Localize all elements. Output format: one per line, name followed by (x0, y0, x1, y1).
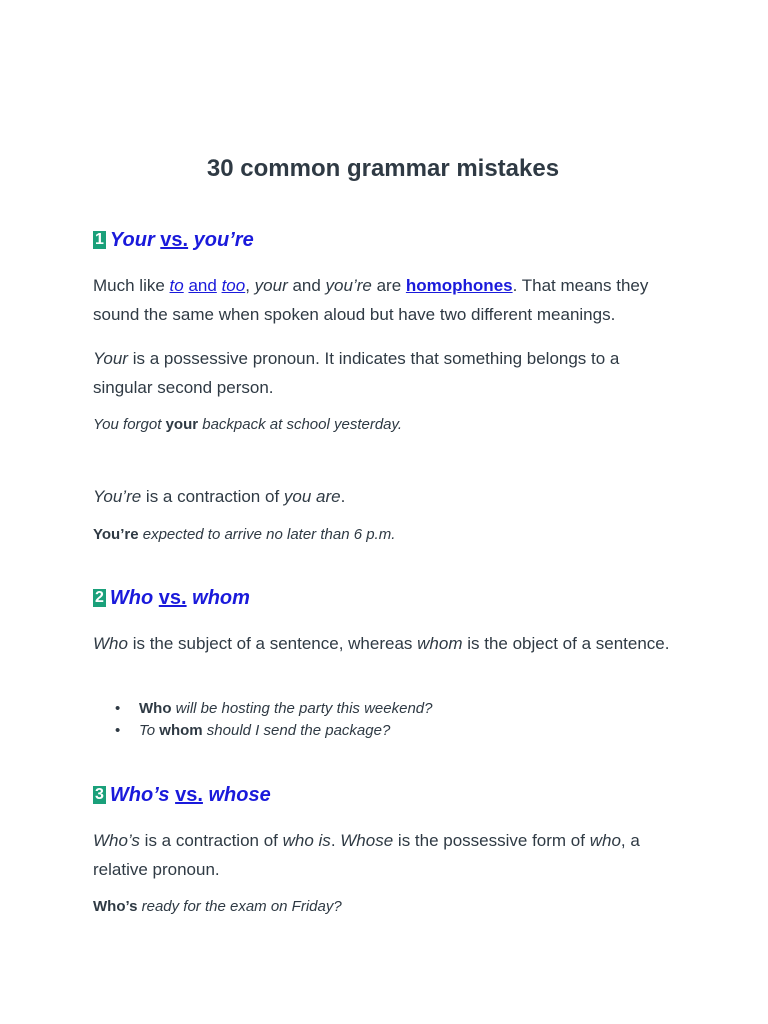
text-run: are (371, 276, 406, 295)
text-run: , (245, 276, 255, 295)
text-run: Much like (93, 276, 170, 295)
italic-term: Your (93, 349, 128, 368)
heading-term-b: whose (208, 784, 271, 806)
italic-term: your (254, 276, 288, 295)
italic-term: whom (417, 634, 463, 653)
bold-term: You’re (93, 526, 139, 543)
italic-term: you are (283, 487, 341, 506)
text-run: To (139, 722, 160, 739)
section-1-paragraph-1 (93, 271, 673, 329)
section-number-badge: 1 (95, 231, 104, 248)
text-run: should I send the package? (202, 722, 391, 739)
text-run: expected to arrive no later than 6 p.m. (138, 526, 396, 543)
text-run: is the subject of a sentence, whereas (127, 634, 418, 653)
italic-term: who is (282, 831, 331, 850)
heading-term-b: you’re (193, 229, 254, 251)
section-number-badge: 3 (95, 786, 104, 803)
text-run: is a contraction of (139, 831, 283, 850)
text-run: You forgot (93, 416, 166, 433)
bold-term: whom (159, 722, 203, 739)
bold-term: Who (139, 700, 172, 717)
link-and[interactable]: and (188, 276, 217, 295)
heading-term-b: whom (192, 587, 250, 609)
italic-term: You’re (93, 487, 142, 506)
text-run: ready for the exam on Friday? (137, 898, 342, 915)
text-run: is a contraction of (141, 487, 284, 506)
section-2-paragraph-1 (93, 629, 673, 658)
link-to[interactable]: to (169, 276, 184, 295)
text-run: backpack at school yesterday. (198, 416, 403, 433)
section-3-paragraph-1 (93, 826, 673, 884)
italic-term: Who’s (93, 831, 140, 850)
link-homophones[interactable]: homophones (405, 276, 513, 295)
text-run: is the possessive form of (393, 831, 590, 850)
section-1-example-1 (93, 416, 673, 433)
italic-term: Whose (340, 831, 394, 850)
section-3-example-1 (93, 898, 673, 915)
section-1-paragraph-3 (93, 482, 673, 511)
vs-link[interactable]: vs. (158, 587, 187, 609)
section-1-paragraph-2 (93, 344, 673, 402)
text-run: and (287, 276, 326, 295)
heading-term-a: Your (109, 229, 155, 251)
vs-link[interactable]: vs. (160, 229, 189, 251)
text-run: . (330, 831, 341, 850)
text-run: will be hosting the party this weekend? (171, 700, 433, 717)
section-number-badge: 2 (95, 589, 104, 606)
heading-term-a: Who’s (109, 784, 170, 806)
italic-term: who (589, 831, 621, 850)
page-title: 30 common grammar mistakes (206, 155, 560, 182)
section-3-heading (93, 784, 271, 807)
text-run: . (340, 487, 346, 506)
link-too[interactable]: too (221, 276, 246, 295)
bold-term: your (165, 416, 199, 433)
text-run: , a relative pronoun. (93, 831, 640, 879)
heading-term-a: Who (109, 587, 154, 609)
italic-term: you’re (325, 276, 372, 295)
list-item (93, 720, 653, 742)
bold-term: Who’s (93, 898, 138, 915)
section-1-example-2 (93, 526, 673, 543)
text-run: is a possessive pronoun. It indicates that something belongs to a singular second person. (93, 349, 620, 397)
text-run: is the object of a sentence. (462, 634, 670, 653)
section-2-example-list (93, 698, 653, 742)
text-run: . That means they sound the same when spoken aloud but have two different meanings. (93, 276, 649, 324)
vs-link[interactable]: vs. (175, 784, 203, 806)
section-2-heading (93, 587, 250, 610)
section-1-heading (93, 229, 254, 252)
list-item (93, 698, 653, 720)
italic-term: Who (93, 634, 128, 653)
